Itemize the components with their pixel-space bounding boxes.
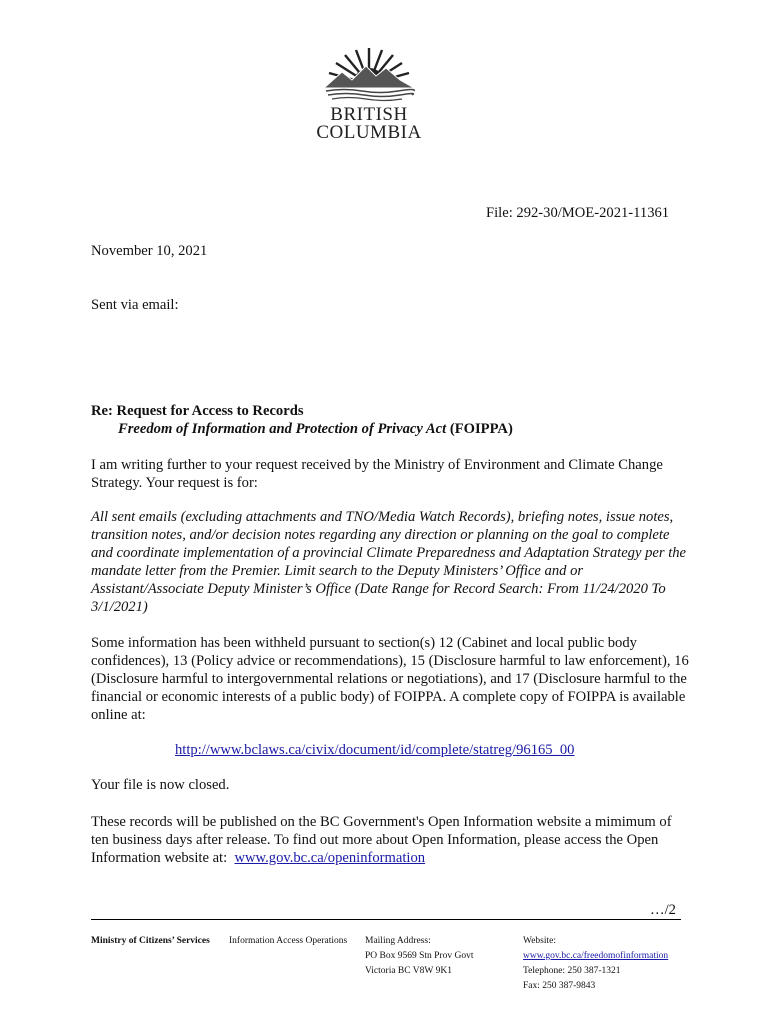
mailing-line-1: PO Box 9569 Stn Prov Govt [365, 951, 474, 961]
act-acronym: (FOIPPA) [446, 421, 513, 437]
subject-line: Re: Request for Access to Records [91, 403, 304, 419]
footer-divider [91, 919, 681, 920]
fax: Fax: 250 387-9843 [523, 981, 596, 991]
website-label: Website: [523, 936, 557, 946]
delivery-method: Sent via email: [91, 297, 179, 313]
withheld-paragraph: Some information has been withheld pursuant to section(s) 12 (Cabinet and local public body confidences), 13 (Policy advice or recommendations), 15 (Disclosure harmful to law enforcement), 16 (Disclosure harmful to intergovernmental relations or negotiations), and 17 (Disclosure harmful to the financial or economic interests of a public body) of FOIPPA. A complete copy of FOIPPA is available online at: [91, 635, 689, 723]
logo-text-columbia: COLUMBIA [316, 122, 422, 143]
intro-paragraph: I am writing further to your request received by the Ministry of Environment and Climate Change Strategy. Your request is for: [91, 457, 663, 491]
subject-act [118, 420, 513, 438]
open-information-link[interactable]: www.gov.bc.ca/openinformation [234, 850, 426, 866]
page-continuation-marker: …/2 [650, 902, 676, 918]
request-text: All sent emails (excluding attachments and TNO/Media Watch Records), briefing notes, issue notes, transition notes, and/or decision notes regarding any direction or planning on the goal to complete and coordinate implementation of a provincial Climate Preparedness and Adaptation Strategy per the mandate letter from the Premier. Limit search to the Deputy Ministers’ Office and or Assistant/Associate Deputy Minister’s Office (Date Range for Record Search: From 11/24/2020 To 3/1/2021) [91, 509, 687, 615]
website-link[interactable]: www.gov.bc.ca/freedomofinformation [523, 951, 669, 961]
letter-date: November 10, 2021 [91, 243, 208, 259]
bc-government-logo [314, 44, 424, 148]
file-reference: File: 292-30/MOE-2021-11361 [486, 205, 670, 221]
logo-text-british: BRITISH [330, 104, 408, 125]
footer-branch: Information Access Operations [229, 936, 348, 946]
open-information-paragraph [91, 813, 691, 867]
bc-logo-sun-mountains [314, 44, 424, 104]
open-information-text: These records will be published on the BC Government's Open Information website a mimimum of ten business days after release. To find out more about Open Information, please access the Open Information website at: [91, 814, 672, 866]
closed-paragraph: Your file is now closed. [91, 777, 230, 793]
mailing-line-2: Victoria BC V8W 9K1 [365, 966, 452, 976]
act-name: Freedom of Information and Protection of Privacy Act [118, 421, 447, 437]
footer-mailing-address [365, 934, 473, 979]
mailing-label: Mailing Address: [365, 936, 431, 946]
footer-contact [523, 934, 668, 994]
foippa-link[interactable]: http://www.bclaws.ca/civix/document/id/complete/statreg/96165_00 [175, 742, 575, 758]
footer-ministry: Ministry of Citizens’ Services [91, 936, 210, 946]
telephone: Telephone: 250 387-1321 [523, 966, 621, 976]
